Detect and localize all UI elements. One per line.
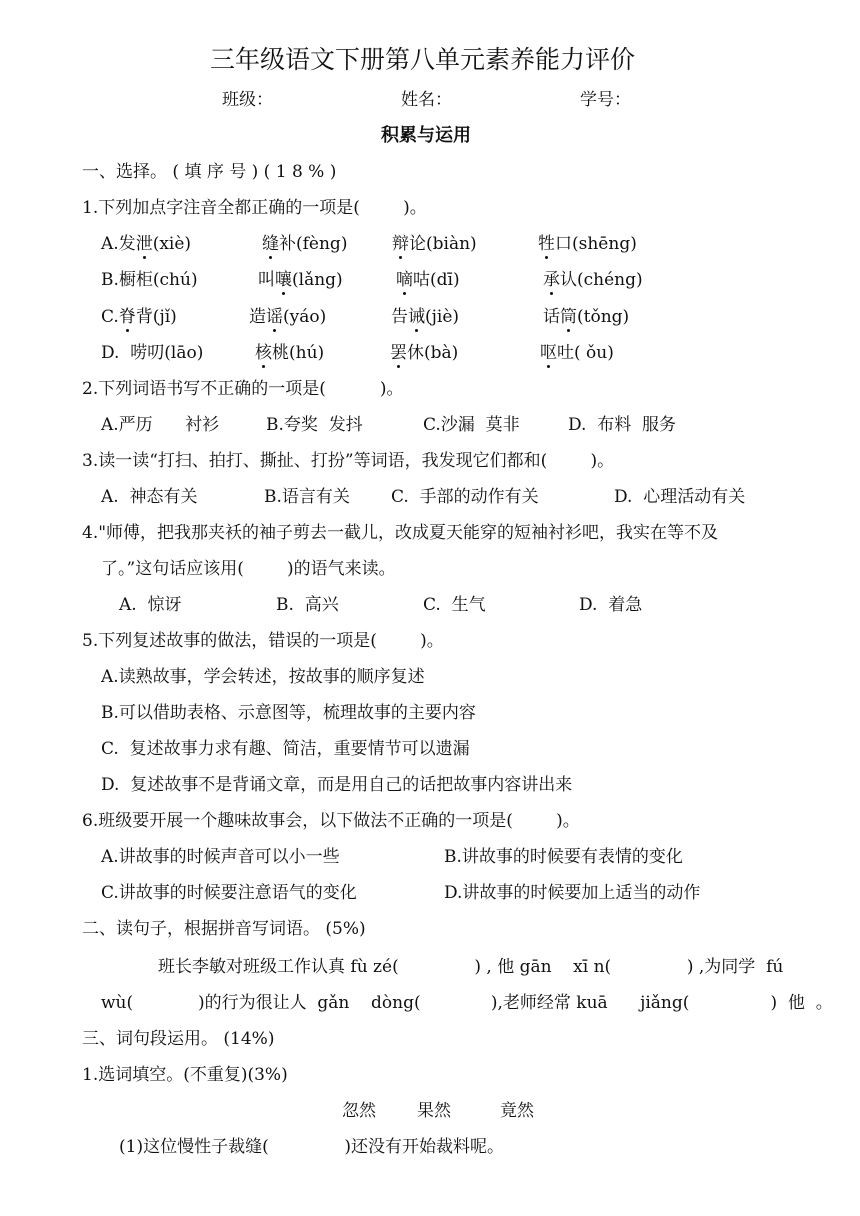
q1-option-b4: 承认(chéng) bbox=[543, 270, 643, 290]
q6-option-d: D.讲故事的时候要加上适当的动作 bbox=[444, 883, 701, 903]
q6-stem: 6.班级要开展一个趣味故事会，以下做法不正确的一项是( )。 bbox=[82, 811, 580, 831]
q6-option-b: B.讲故事的时候要有表情的变化 bbox=[444, 847, 683, 867]
q5-option-a: A.读熟故事，学会转述，按故事的顺序复述 bbox=[101, 667, 425, 687]
q2-stem: 2.下列词语书写不正确的一项是( )。 bbox=[82, 379, 404, 399]
q1-option-a4: 牲口(shēng) bbox=[538, 234, 637, 254]
q3-option-b: B.语言有关 bbox=[264, 487, 350, 507]
page-title: 三年级语文下册第八单元素养能力评价 bbox=[210, 45, 636, 74]
part2-sentence-line1: 班长李敏对班级工作认真 fù zé( ) , 他 gān xī n( ) ,为同学 fú bbox=[158, 957, 784, 977]
q4-stem-line1: 4."师傅，把我那夹袄的袖子剪去一截儿，改成夏天能穿的短袖衬衫吧，我实在等不及 bbox=[82, 523, 719, 543]
q2-option-c: C.沙漏 莫非 bbox=[423, 415, 520, 435]
q6-option-c: C.讲故事的时候要注意语气的变化 bbox=[101, 883, 357, 903]
q1-option-b1: B.橱柜(chú) bbox=[101, 270, 198, 290]
class-label: 班级： bbox=[222, 90, 273, 110]
word-choice-1: 忽然 bbox=[342, 1101, 376, 1121]
q1-option-c3: 告诫(jiè) bbox=[391, 307, 460, 327]
part1-heading: 一、选择。 ( 填 序 号 ) ( 1 8 % ) bbox=[82, 162, 337, 182]
q1-stem: 1.下列加点字注音全都正确的一项是( )。 bbox=[82, 198, 427, 218]
q4-stem-line2: 了。”这句话应该用( )的语气来读。 bbox=[101, 559, 396, 579]
q6-option-a: A.讲故事的时候声音可以小一些 bbox=[101, 847, 340, 867]
section-heading: 积累与运用 bbox=[381, 125, 471, 146]
word-choice-3: 竟然 bbox=[500, 1101, 534, 1121]
q1-option-d4: 呕吐( ǒu) bbox=[540, 343, 614, 363]
q2-option-a: A.严历 衬衫 bbox=[101, 415, 220, 435]
student-number-label: 学号： bbox=[580, 90, 631, 110]
q1-option-a3: 辩论(biàn) bbox=[392, 234, 477, 254]
q3-option-c: C. 手部的动作有关 bbox=[391, 487, 539, 507]
q3-option-a: A. 神态有关 bbox=[101, 487, 198, 507]
q1-option-c2: 造谣(yáo) bbox=[249, 307, 327, 327]
part2-heading: 二、读句子，根据拼音写词语。 (5%) bbox=[82, 919, 366, 939]
q1-option-c4: 话筒(tǒng) bbox=[543, 307, 630, 327]
q1-option-c1: C.脊背(jǐ) bbox=[101, 307, 177, 327]
q2-option-b: B.夸奖 发抖 bbox=[266, 415, 363, 435]
part2-sentence-line2: wù( )的行为很让人 gǎn dòng( ),老师经常 kuā jiǎng( ) 他 。 bbox=[101, 993, 833, 1013]
q4-option-c: C. 生气 bbox=[423, 595, 486, 615]
q1-option-a2: 缝补(fèng) bbox=[262, 234, 348, 254]
q4-option-b: B. 高兴 bbox=[276, 595, 339, 615]
q1-option-d2: 核桃(hú) bbox=[255, 343, 325, 363]
q1-option-a1: A.发泄(xiè) bbox=[101, 234, 192, 254]
part3-sentence-1: (1)这位慢性子裁缝( )还没有开始裁料呢。 bbox=[119, 1137, 504, 1157]
q2-option-d: D. 布料 服务 bbox=[568, 415, 677, 435]
name-label: 姓名： bbox=[401, 90, 452, 110]
q5-option-c: C. 复述故事力求有趣、简洁，重要情节可以遗漏 bbox=[101, 739, 470, 759]
part3-heading: 三、词句段运用。 (14%) bbox=[82, 1029, 275, 1049]
q1-option-d3: 罢休(bà) bbox=[390, 343, 459, 363]
q4-option-a: A. 惊讶 bbox=[119, 595, 182, 615]
q1-option-d1: D. 唠叨(lāo) bbox=[101, 343, 204, 363]
q5-option-d: D. 复述故事不是背诵文章，而是用自己的话把故事内容讲出来 bbox=[101, 775, 573, 795]
q3-option-d: D. 心理活动有关 bbox=[614, 487, 746, 507]
word-choice-2: 果然 bbox=[417, 1101, 451, 1121]
q1-option-b2: 叫嚷(lǎng) bbox=[258, 270, 343, 290]
part3-q1-stem: 1.选词填空。(不重复)(3%) bbox=[82, 1065, 288, 1085]
q4-option-d: D. 着急 bbox=[579, 595, 643, 615]
q5-option-b: B.可以借助表格、示意图等，梳理故事的主要内容 bbox=[101, 703, 476, 723]
q1-option-b3: 嘀咕(dī) bbox=[396, 270, 460, 290]
q3-stem: 3.读一读“打扫、拍打、撕扯、打扮”等词语，我发现它们都和( )。 bbox=[82, 451, 615, 471]
q5-stem: 5.下列复述故事的做法，错误的一项是( )。 bbox=[82, 631, 444, 651]
